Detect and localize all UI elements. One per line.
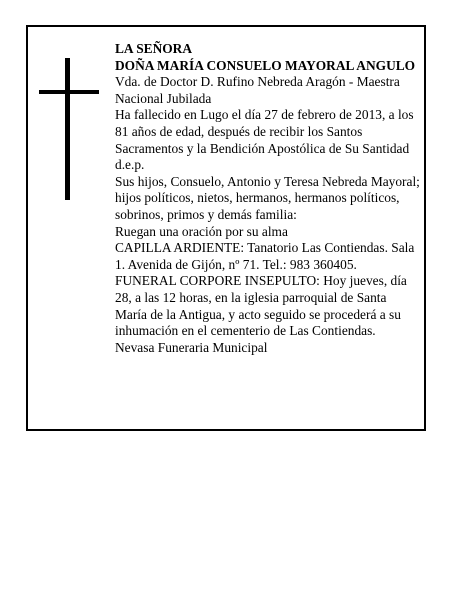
notice-title-name: DOÑA MARÍA CONSUELO MAYORAL ANGULO	[115, 57, 416, 73]
obituary-notice	[26, 25, 426, 431]
notice-funeral-home: Nevasa Funeraria Municipal	[115, 339, 268, 355]
notice-title-honorific: LA SEÑORA	[115, 41, 193, 56]
cross-vertical-bar	[65, 58, 70, 200]
cross-horizontal-bar	[39, 90, 99, 94]
notice-prayer-request: Ruegan una oración por su alma	[115, 223, 288, 239]
notice-dep: d.e.p.	[115, 157, 145, 173]
notice-funeral: FUNERAL CORPORE INSEPULTO: Hoy jueves, día 28, a las 12 horas, en la iglesia parroquial de Santa María de la Antigua, y acto seguido se procederá a su inhumación en el cementerio de Las Contiendas.	[115, 273, 407, 339]
notice-widow-line: Vda. de Doctor D. Rufino Nebreda Aragón - Maestra Nacional Jubilada	[115, 74, 400, 106]
notice-text	[115, 41, 420, 356]
cross-icon	[39, 58, 99, 200]
notice-family: Sus hijos, Consuelo, Antonio y Teresa Nebreda Mayoral; hijos políticos, nietos, hermanos, hermanos políticos, sobrinos, primos y demás familia:	[115, 173, 420, 222]
notice-death-announcement: Ha fallecido en Lugo el día 27 de febrero de 2013, a los 81 años de edad, después de recibir los Santos Sacramentos y la Bendición Apostólica de Su Santidad	[115, 107, 414, 156]
notice-chapel: CAPILLA ARDIENTE: Tanatorio Las Contiendas. Sala 1. Avenida de Gijón, nº 71. Tel.: 983 360405.	[115, 240, 415, 272]
